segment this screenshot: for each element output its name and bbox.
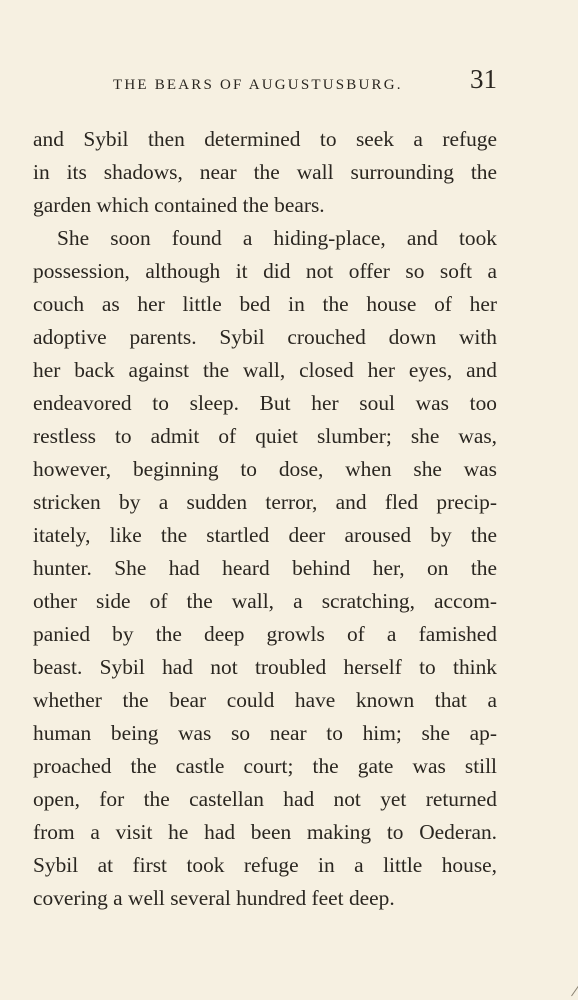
- text-line: however, beginning to dose, when she was: [33, 457, 497, 481]
- running-head: [33, 66, 501, 102]
- text-line: adoptive parents. Sybil crouched down with: [33, 325, 497, 349]
- page-corner-mark: [571, 974, 578, 996]
- text-line: beast. Sybil had not troubled herself to think: [33, 655, 497, 679]
- text-line: She soon found a hiding-place, and took: [57, 226, 497, 250]
- text-line: human being was so near to him; she ap-: [33, 721, 497, 745]
- text-line: restless to admit of quiet slumber; she was,: [33, 424, 497, 448]
- text-line: itately, like the startled deer aroused by the: [33, 523, 497, 547]
- page-number: 31: [470, 64, 497, 94]
- text-line: stricken by a sudden terror, and fled precip-: [33, 490, 497, 514]
- text-line: proached the castle court; the gate was still: [33, 754, 497, 778]
- text-line: garden which contained the bears.: [33, 193, 325, 217]
- body-text: [33, 123, 497, 915]
- text-line: open, for the castellan had not yet returned: [33, 787, 497, 811]
- text-line: Sybil at first took refuge in a little house,: [33, 853, 497, 877]
- text-line: whether the bear could have known that a: [33, 688, 497, 712]
- text-line: and Sybil then determined to seek a refuge: [33, 127, 497, 151]
- text-line: in its shadows, near the wall surrounding the: [33, 160, 497, 184]
- text-line: possession, although it did not offer so soft a: [33, 259, 497, 283]
- text-line: hunter. She had heard behind her, on the: [33, 556, 497, 580]
- text-line: other side of the wall, a scratching, accom-: [33, 589, 497, 613]
- text-line: covering a well several hundred feet deep.: [33, 886, 395, 910]
- text-line: panied by the deep growls of a famished: [33, 622, 497, 646]
- text-line: endeavored to sleep. But her soul was too: [33, 391, 497, 415]
- text-line: from a visit he had been making to Oederan.: [33, 820, 497, 844]
- text-line: her back against the wall, closed her eyes, and: [33, 358, 497, 382]
- running-title: THE BEARS OF AUGUSTUSBURG.: [113, 77, 403, 93]
- text-line: couch as her little bed in the house of her: [33, 292, 497, 316]
